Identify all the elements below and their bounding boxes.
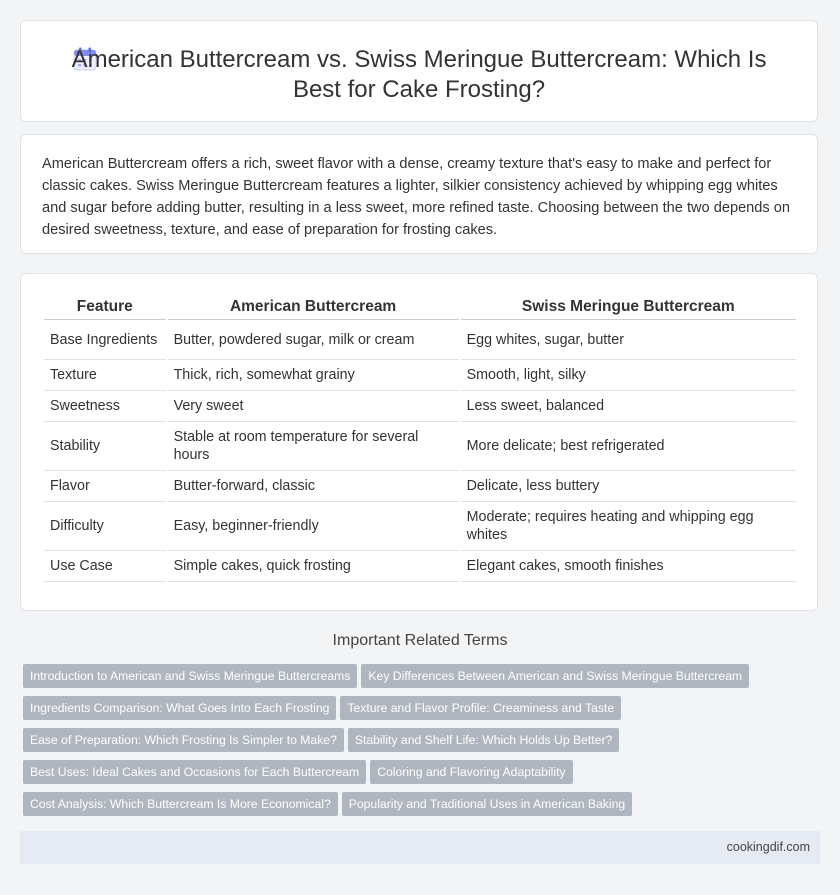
table-row — [44, 551, 796, 582]
related-tag[interactable]: Texture and Flavor Profile: Creaminess and Taste — [340, 696, 621, 720]
swiss-cell: Moderate; requires heating and whipping egg whites — [461, 502, 796, 551]
feature-cell: Texture — [44, 360, 166, 391]
comparison-table — [42, 294, 798, 582]
feature-cell: Difficulty — [44, 502, 166, 551]
header-swiss: Swiss Meringue Buttercream — [461, 294, 796, 320]
swiss-cell: Less sweet, balanced — [461, 391, 796, 422]
swiss-cell: Smooth, light, silky — [461, 360, 796, 391]
table-row — [44, 391, 796, 422]
table-row — [44, 471, 796, 502]
table-row — [44, 360, 796, 391]
title-card — [20, 20, 818, 122]
feature-cell: Flavor — [44, 471, 166, 502]
swiss-cell: Delicate, less buttery — [461, 471, 796, 502]
american-cell: Thick, rich, somewhat grainy — [168, 360, 459, 391]
table-row — [44, 422, 796, 471]
related-tag[interactable]: Popularity and Traditional Uses in American Baking — [342, 792, 632, 816]
related-tag[interactable]: Introduction to American and Swiss Meringue Buttercreams — [23, 664, 357, 688]
swiss-cell: Egg whites, sugar, butter — [461, 320, 796, 360]
header-feature: Feature — [44, 294, 166, 320]
feature-cell: Base Ingredients — [44, 320, 166, 360]
feature-cell: Sweetness — [44, 391, 166, 422]
related-tag[interactable]: Best Uses: Ideal Cakes and Occasions for Each Buttercream — [23, 760, 366, 784]
table-row — [44, 502, 796, 551]
american-cell: Butter, powdered sugar, milk or cream — [168, 320, 459, 360]
american-cell: Butter-forward, classic — [168, 471, 459, 502]
american-cell: Easy, beginner-friendly — [168, 502, 459, 551]
related-tags — [23, 664, 823, 824]
american-cell: Simple cakes, quick frosting — [168, 551, 459, 582]
related-tag[interactable]: Stability and Shelf Life: Which Holds Up Better? — [348, 728, 619, 752]
intro-paragraph: American Buttercream offers a rich, sweet flavor with a dense, creamy texture that's easy to make and perfect for classic cakes. Swiss Meringue Buttercream features a lighter, silkier consistency achieved by whipping egg whites and sugar before adding butter, resulting in a less sweet, more refined taste. Choosing between the two depends on desired sweetness, texture, and ease of preparation for frosting cakes. — [42, 156, 791, 238]
table-header-row — [44, 294, 796, 320]
footer — [20, 831, 820, 864]
header-american: American Buttercream — [168, 294, 459, 320]
related-tag[interactable]: Key Differences Between American and Swiss Meringue Buttercream — [361, 664, 749, 688]
comparison-card — [20, 273, 818, 611]
swiss-cell: More delicate; best refrigerated — [461, 422, 796, 471]
related-tag[interactable]: Ease of Preparation: Which Frosting Is Simpler to Make? — [23, 728, 344, 752]
table-row — [44, 320, 796, 360]
swiss-cell: Elegant cakes, smooth finishes — [461, 551, 796, 582]
footer-site-link[interactable]: cookingdif.com — [726, 840, 810, 854]
related-tag[interactable]: Coloring and Flavoring Adaptability — [370, 760, 572, 784]
american-cell: Very sweet — [168, 391, 459, 422]
feature-cell: Use Case — [44, 551, 166, 582]
intro-card — [20, 134, 818, 254]
feature-cell: Stability — [44, 422, 166, 471]
page-title: American Buttercream vs. Swiss Meringue Buttercream: Which Is Best for Cake Frosting? — [71, 46, 767, 103]
related-terms-heading: Important Related Terms — [332, 632, 508, 649]
related-tag[interactable]: Cost Analysis: Which Buttercream Is More Economical? — [23, 792, 338, 816]
american-cell: Stable at room temperature for several hours — [168, 422, 459, 471]
related-tag[interactable]: Ingredients Comparison: What Goes Into Each Frosting — [23, 696, 336, 720]
